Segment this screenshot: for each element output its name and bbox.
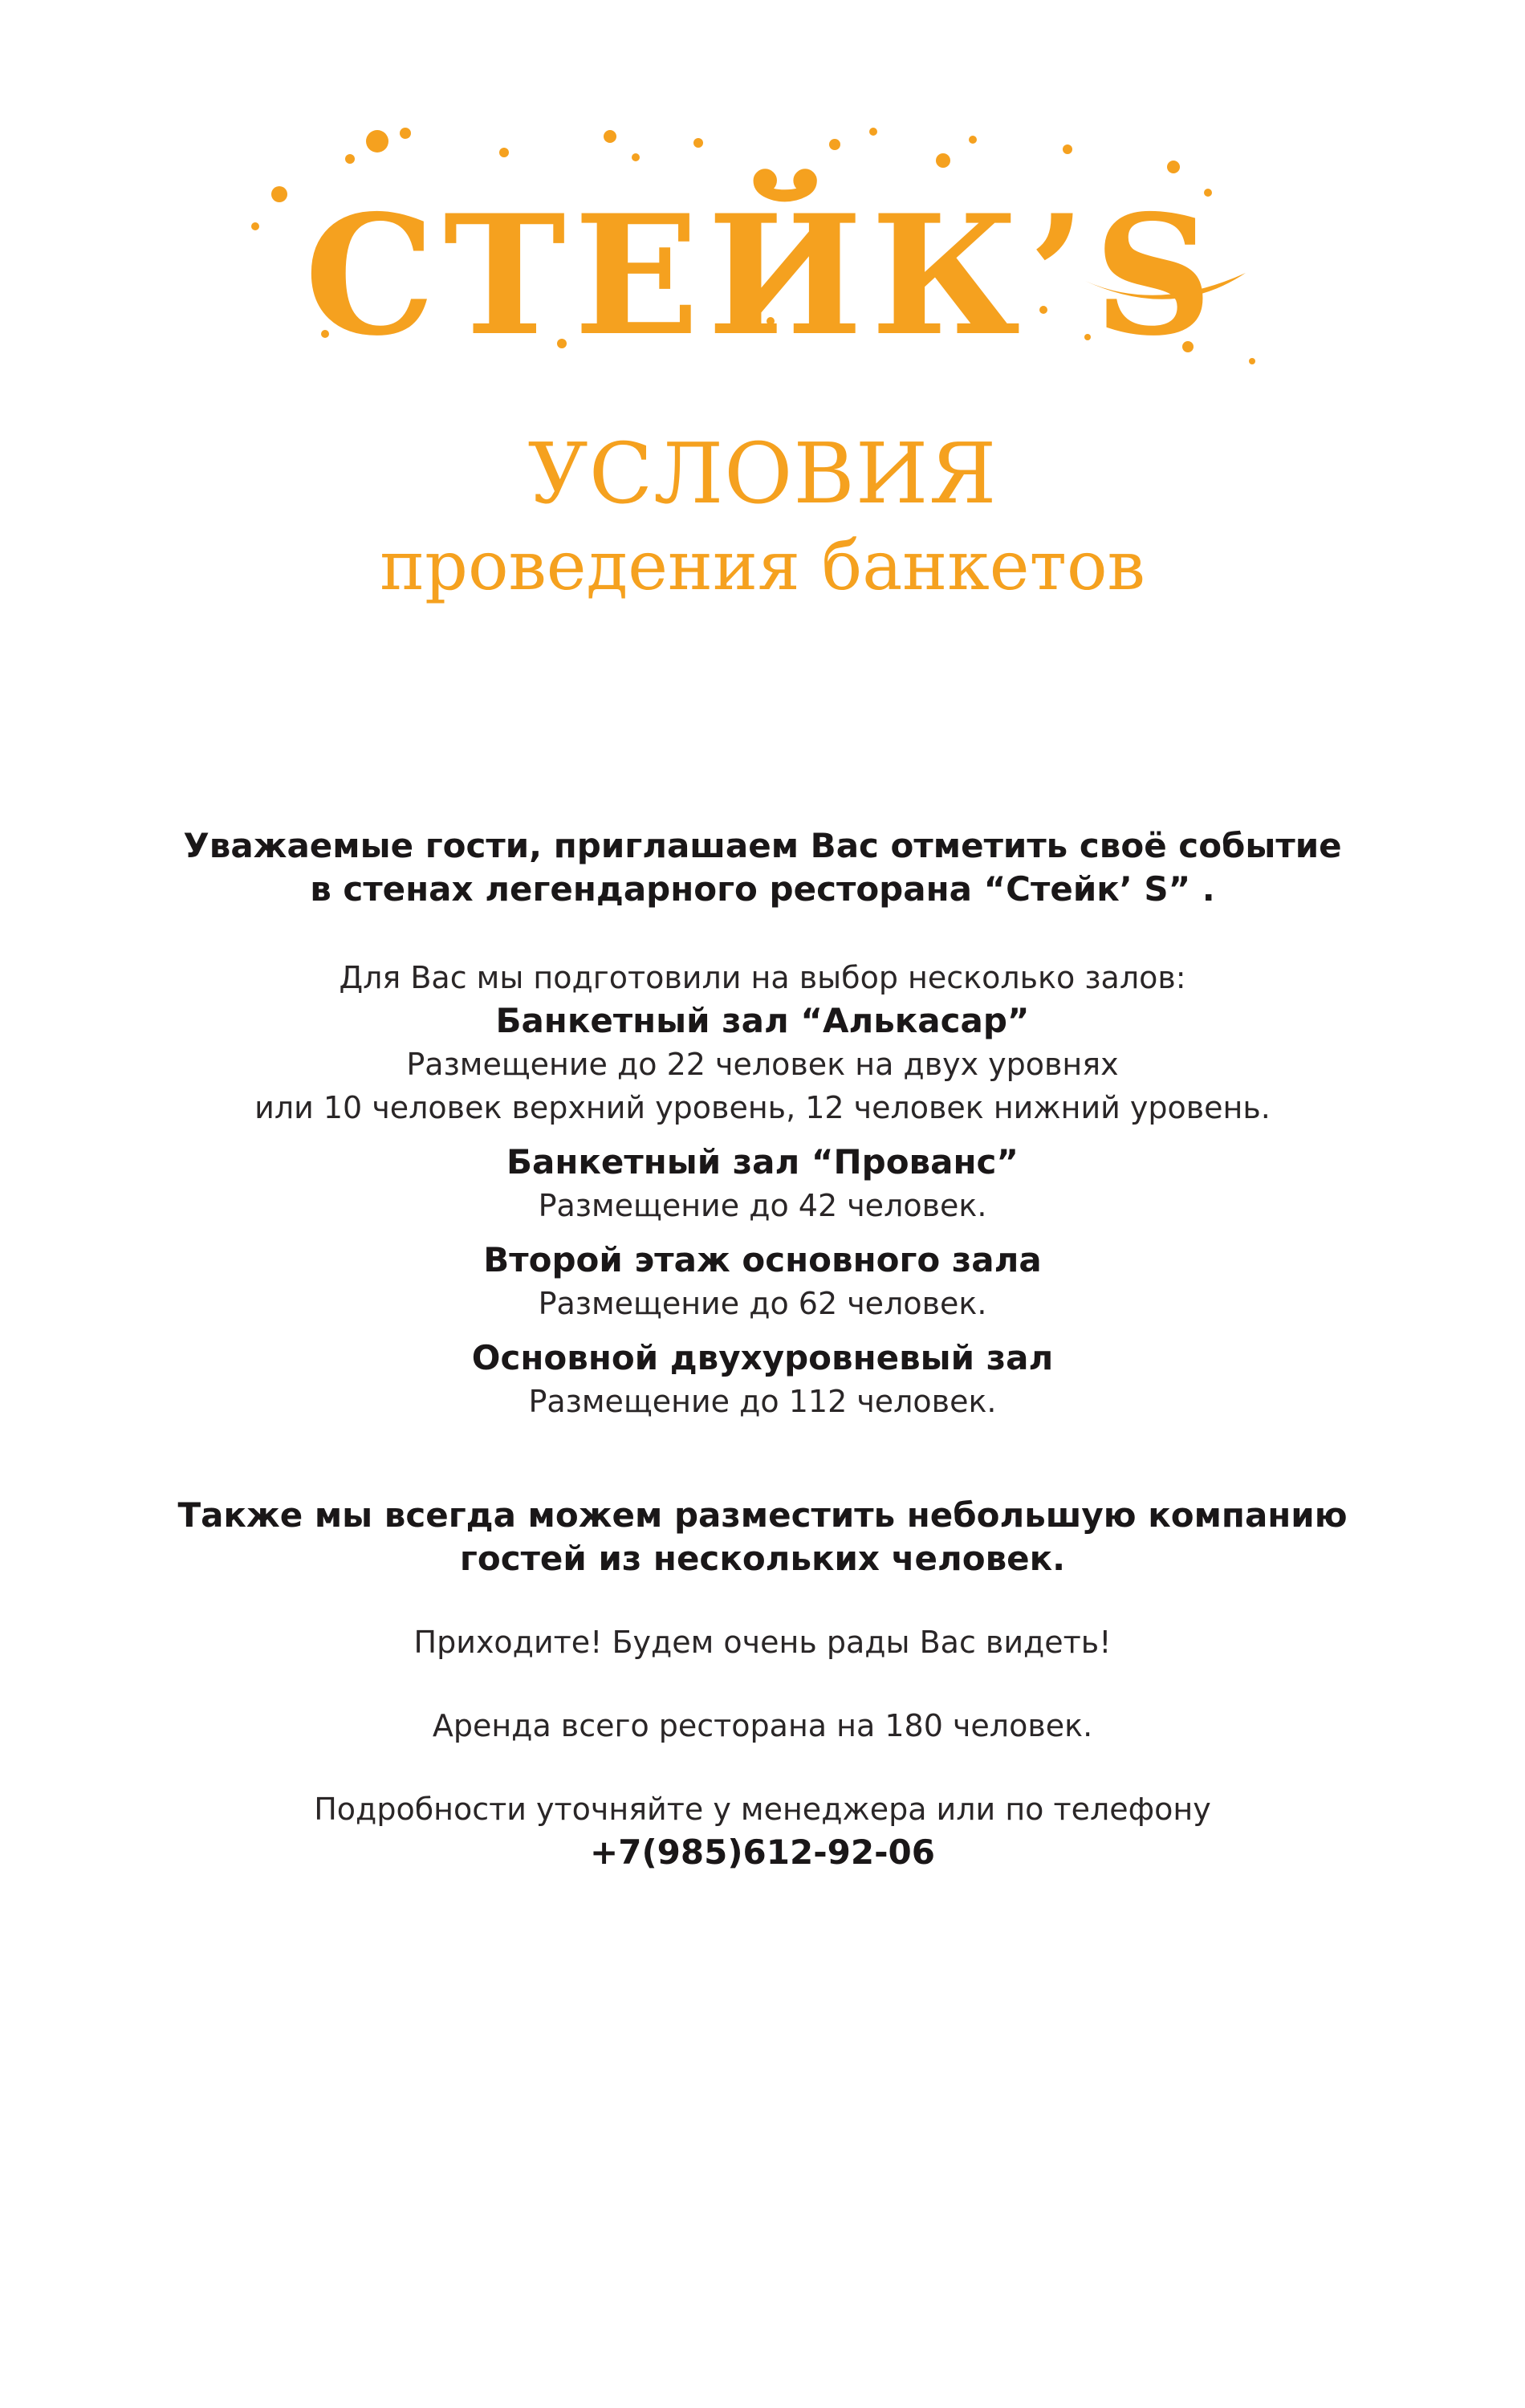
small-company-block <box>0 1494 1525 1580</box>
rent-text: Аренда всего ресторана на 180 человек. <box>432 1708 1093 1743</box>
logo-text: СТЕЙК’S <box>304 180 1221 372</box>
hall-details: или 10 человек верхний уровень, 12 человек нижний уровень. <box>254 1090 1271 1125</box>
contact-block <box>0 1788 1525 1874</box>
intro-line-1: Уважаемые гости, приглашаем Вас отметить своё событие <box>183 826 1342 865</box>
restaurant-logo <box>0 120 1525 393</box>
hall-name: Основной двухуровневый зал <box>471 1338 1054 1377</box>
phone-number: +7(985)612-92-06 <box>590 1832 935 1872</box>
title-conditions: УСЛОВИЯ <box>527 425 998 523</box>
hall-item <box>0 999 1525 1129</box>
hall-name: Банкетный зал “Алькасар” <box>495 1001 1030 1040</box>
hall-details: Размещение до 42 человек. <box>538 1188 987 1223</box>
welcome-text: Приходите! Будем очень рады Вас видеть! <box>413 1625 1112 1660</box>
hall-list <box>0 999 1525 1423</box>
small-company-line-1: Также мы всегда можем разместить небольшую компанию <box>177 1495 1348 1535</box>
main-content <box>0 824 1525 1874</box>
intro-block <box>0 824 1525 911</box>
hall-details: Размещение до 112 человек. <box>528 1384 997 1419</box>
intro-line-2: в стенах легендарного ресторана “Стейк’ S” . <box>310 869 1215 909</box>
small-company-line-2: гостей из нескольких человек. <box>459 1539 1066 1578</box>
halls-intro: Для Вас мы подготовили на выбор несколько залов: <box>339 960 1186 995</box>
hall-details: Размещение до 62 человек. <box>538 1286 987 1321</box>
subtitle-banquets: проведения банкетов <box>380 527 1145 605</box>
hall-name: Второй этаж основного зала <box>483 1240 1042 1279</box>
logo-graphic <box>0 120 1525 393</box>
hall-item <box>0 1239 1525 1325</box>
contact-text: Подробности уточняйте у менеджера или по телефону <box>314 1792 1211 1827</box>
hall-details: Размещение до 22 человек на двух уровнях <box>406 1047 1119 1082</box>
hall-item <box>0 1336 1525 1423</box>
hall-item <box>0 1141 1525 1227</box>
hall-name: Банкетный зал “Прованс” <box>506 1142 1019 1182</box>
